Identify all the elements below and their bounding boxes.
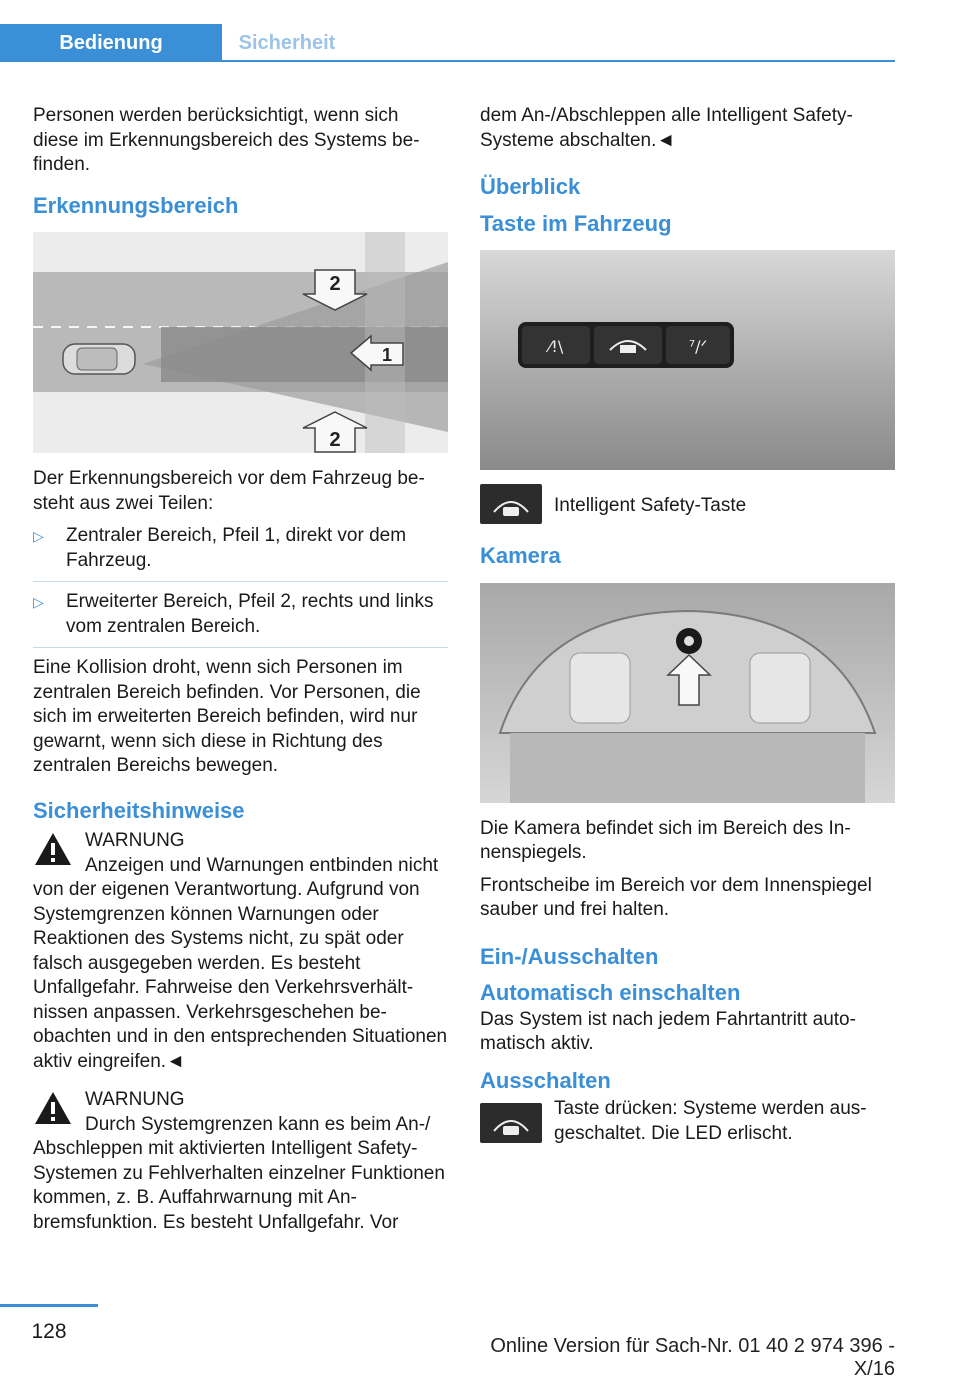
warning-triangle-icon	[33, 831, 73, 867]
heading-automatisch-einschalten: Automatisch einschalten	[480, 980, 741, 1005]
kamera-text-1: Die Kamera befindet sich im Bereich des Innenspiegels.	[480, 817, 851, 863]
page-number: 128	[31, 1320, 67, 1343]
kollision-text: Eine Kollision droht, wenn sich Personen im zentralen Bereich befinden. Vor Personen, die sich im erweiterten Bereich befinden, wird nur gewarnt, wenn sich diese in Richtung des zentralen Bereichs bewegen.	[33, 657, 421, 776]
bullet-item: ▷ Zentraler Bereich, Pfeil 1, direkt vor dem Fahrzeug.	[33, 525, 407, 571]
triangle-bullet-icon: ▷	[33, 528, 44, 544]
divider	[33, 647, 448, 648]
aus-text: Taste drücken: Systeme werden ausgeschaltet. Die LED erlischt.	[554, 1098, 867, 1144]
right-column	[480, 104, 895, 1157]
taste-legend	[480, 484, 895, 528]
intro-text: Personen werden berücksichtigt, wenn sich diese im Erkennungsbereich des Systems befinden.	[33, 105, 420, 175]
header-divider	[0, 60, 895, 62]
heading-sicherheitshinweise: Sicherheitshinweise	[33, 797, 245, 823]
arrow-2-bottom-label: 2	[329, 429, 341, 451]
kamera-text-2: Frontscheibe im Bereich vor dem Innenspiegel sauber und frei halten.	[480, 874, 872, 920]
warning-text: Durch Systemgrenzen kann es beim An-/ Abschleppen mit aktivierten Intelligent Safety-Systemen zu Fehlverhalten einzelner Funktionen kommen, z. B. Auffahrwarnung mit Anbremsfunktion. Es besteht Unfallgefahr. Vor	[33, 1113, 445, 1233]
heading-ueberblick: Überblick	[480, 174, 581, 199]
heading-ausschalten: Ausschalten	[480, 1067, 611, 1093]
online-version-note: Online Version für Sach-Nr. 01 40 2 974 396 - X/16	[490, 1335, 895, 1380]
tab-sicherheit[interactable]: Sicherheit	[238, 32, 336, 54]
ausschalten-block	[480, 1097, 895, 1157]
left-column	[33, 104, 448, 1235]
detection-area-figure	[33, 232, 448, 453]
arrow-2-top-label: 2	[329, 273, 341, 295]
car-icon	[63, 344, 135, 374]
svg-text:⁄!\: ⁄!\	[548, 337, 564, 356]
heading-ein-ausschalten: Ein-/Ausschalten	[480, 943, 659, 969]
warning-triangle-icon	[33, 1090, 73, 1126]
tab-bedienung[interactable]: Bedienung	[0, 24, 222, 62]
divider	[33, 581, 448, 582]
svg-text:⁷/ᐟ: ⁷/ᐟ	[688, 337, 708, 356]
vehicle-buttons-figure	[480, 250, 895, 470]
heading-erkennungsbereich: Erkennungsbereich	[33, 192, 239, 218]
auto-text: Das System ist nach jedem Fahrtantritt automatisch aktiv.	[480, 1008, 856, 1054]
erkennung-text: Der Erkennungsbereich vor dem Fahrzeug besteht aus zwei Teilen:	[33, 468, 425, 514]
heading-taste-im-fahrzeug: Taste im Fahrzeug	[480, 210, 672, 236]
warning-title: WARNUNG	[85, 830, 185, 851]
header-tabs	[0, 24, 895, 62]
intelligent-safety-button-icon	[480, 484, 542, 524]
intelligent-safety-button-icon	[480, 1103, 542, 1143]
warning-block-1	[33, 829, 448, 1074]
camera-figure	[480, 583, 895, 803]
arrow-1-label: 1	[381, 345, 393, 365]
footer-divider	[0, 1304, 98, 1307]
warning-title: WARNUNG	[85, 1089, 185, 1110]
continued-text: dem An-/Abschleppen alle Intelligent Safety-Systeme abschalten.◄	[480, 105, 853, 151]
triangle-bullet-icon: ▷	[33, 594, 44, 610]
warning-text: Anzeigen und Warnungen entbinden nicht von der eigenen Verantwortung. Aufgrund von Systemgrenzen können Warnungen oder Reaktionen des Systems nicht, zu spät oder falsch ausgegeben werden. Es besteht Unfallgefahr. Fahrweise den Verkehrsverhältnissen anpassen. Verkehrsgeschehen beobachten und in den entsprechenden Situationen aktiv eingreifen.◄	[33, 854, 448, 1072]
heading-kamera: Kamera	[480, 543, 561, 568]
taste-label: Intelligent Safety-Taste	[554, 495, 747, 516]
bullet-item: ▷ Erweiterter Bereich, Pfeil 2, rechts und links vom zentralen Bereich.	[33, 591, 434, 637]
warning-block-2	[33, 1088, 448, 1235]
